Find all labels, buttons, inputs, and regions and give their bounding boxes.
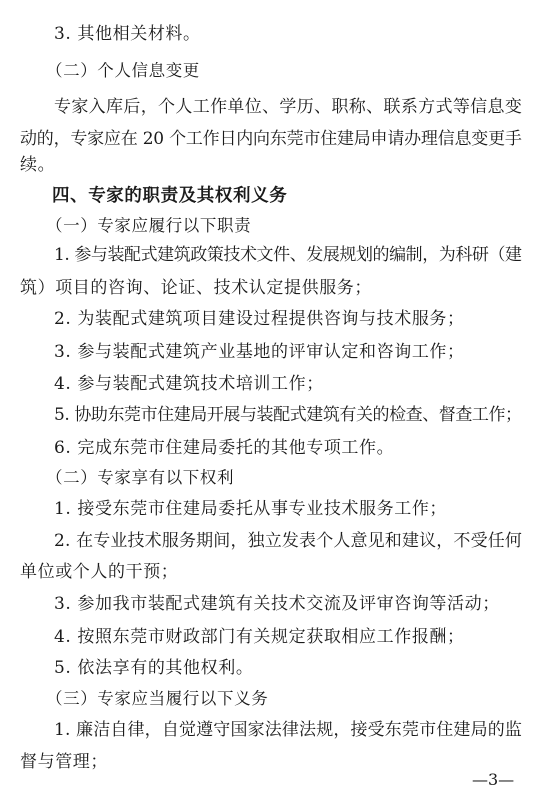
list-item-continuation: 筑）项目的咨询、论证、技术认定提供服务； xyxy=(20,278,372,298)
list-item: 3. 参与装配式建筑产业基地的评审认定和咨询工作； xyxy=(54,342,465,362)
list-item: 5. 依法享有的其他权利。 xyxy=(54,658,254,678)
text-line-item-3-other-materials: 3. 其他相关材料。 xyxy=(54,24,201,44)
list-item: 6. 完成东莞市住建局委托的其他专项工作。 xyxy=(54,438,395,458)
list-item: 5. 协助东莞市住建局开展与装配式建筑有关的检查、督查工作； xyxy=(54,405,522,425)
section-heading-duties-rights: 四、专家的职责及其权利义务 xyxy=(52,186,288,206)
subheading-personal-info-change: （二）个人信息变更 xyxy=(46,61,200,80)
list-item: 2. 为装配式建筑项目建设过程提供咨询与技术服务； xyxy=(54,309,465,329)
list-item: 1. 接受东莞市住建局委托从事专业技术服务工作； xyxy=(54,499,448,519)
subheading-obligations: （三）专家应当履行以下义务 xyxy=(46,689,269,708)
page-number: —3— xyxy=(472,770,515,789)
subheading-rights: （二）专家享有以下权利 xyxy=(46,468,235,487)
list-item: 2. 在专业技术服务期间，独立发表个人意见和建议，不受任何 xyxy=(54,531,523,551)
subheading-duties: （一）专家应履行以下职责 xyxy=(46,216,252,235)
list-item: 1. 廉洁自律，自觉遵守国家法律法规，接受东莞市住建局的监 xyxy=(54,720,523,740)
list-item-continuation: 督与管理； xyxy=(20,752,108,772)
list-item: 4. 按照东莞市财政部门有关规定获取相应工作报酬； xyxy=(54,627,465,647)
list-item: 4. 参与装配式建筑技术培训工作； xyxy=(54,374,324,394)
paragraph-line: 动的，专家应在 20 个工作日内向东莞市住建局申请办理信息变更手 xyxy=(20,129,522,149)
paragraph-line: 续。 xyxy=(20,155,56,175)
paragraph-line: 专家入库后，个人工作单位、学历、职称、联系方式等信息变 xyxy=(54,97,523,117)
list-item-continuation: 单位或个人的干预； xyxy=(20,562,179,582)
list-item: 3. 参加我市装配式建筑有关技术交流及评审咨询等活动； xyxy=(54,594,500,614)
list-item: 1. 参与装配式建筑政策技术文件、发展规划的编制，为科研（建 xyxy=(54,245,522,265)
